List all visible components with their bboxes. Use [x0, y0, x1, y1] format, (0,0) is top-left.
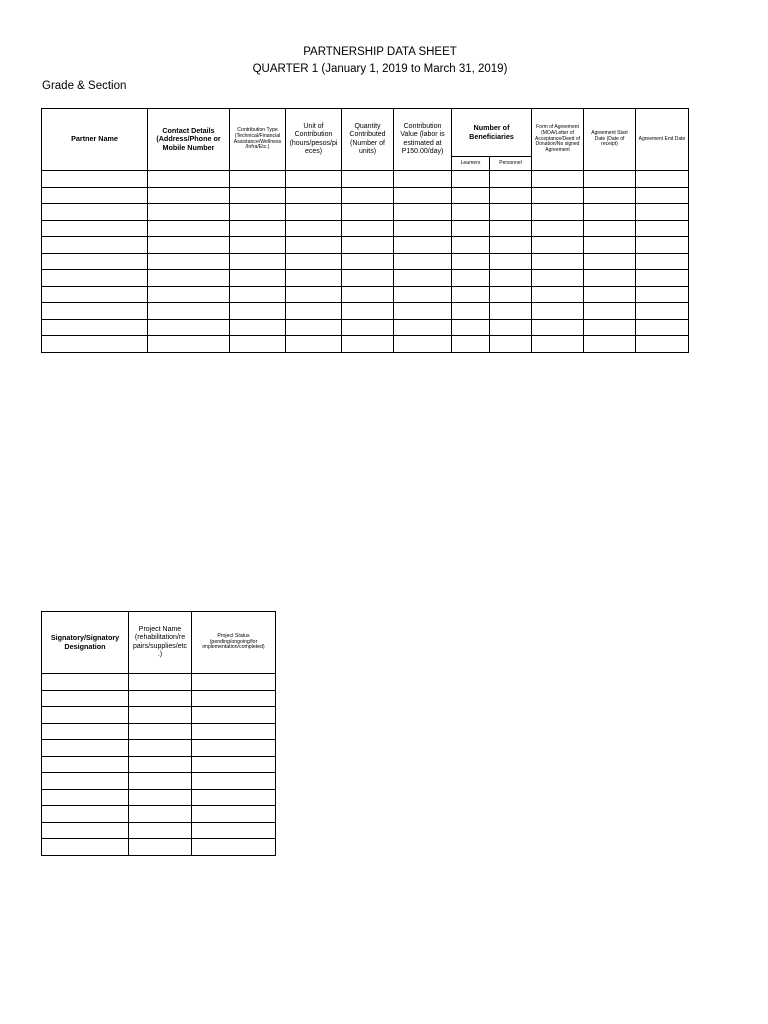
table-cell[interactable]	[230, 270, 286, 287]
table-row	[42, 171, 689, 188]
table-cell[interactable]	[192, 806, 276, 823]
table-cell[interactable]	[532, 187, 584, 204]
col-learners: Learners	[452, 157, 490, 171]
table-cell[interactable]	[584, 220, 636, 237]
table-row	[42, 740, 276, 757]
table-cell[interactable]	[394, 187, 452, 204]
table-cell[interactable]	[394, 171, 452, 188]
table-cell[interactable]	[286, 237, 342, 254]
table-cell[interactable]	[584, 319, 636, 336]
table-cell[interactable]	[286, 270, 342, 287]
table-cell[interactable]	[636, 286, 689, 303]
table-cell[interactable]	[452, 270, 490, 287]
table-cell[interactable]	[192, 839, 276, 856]
table-cell[interactable]	[490, 319, 532, 336]
table-row	[42, 336, 689, 353]
table-cell[interactable]	[42, 286, 148, 303]
table-cell[interactable]	[129, 839, 192, 856]
table-cell[interactable]	[490, 187, 532, 204]
table-cell[interactable]	[286, 220, 342, 237]
table-cell[interactable]	[452, 303, 490, 320]
table-cell[interactable]	[342, 286, 394, 303]
table-cell[interactable]	[129, 740, 192, 757]
table-cell[interactable]	[636, 204, 689, 221]
table-cell[interactable]	[532, 270, 584, 287]
col-agreement-end: Agreement End Date	[636, 109, 689, 171]
table-row	[42, 773, 276, 790]
table-cell[interactable]	[490, 286, 532, 303]
table-cell[interactable]	[532, 204, 584, 221]
table-cell[interactable]	[452, 286, 490, 303]
table-cell[interactable]	[230, 253, 286, 270]
table-cell[interactable]	[148, 270, 230, 287]
table-row	[42, 756, 276, 773]
table-cell[interactable]	[452, 319, 490, 336]
table-cell[interactable]	[394, 237, 452, 254]
table-cell[interactable]	[452, 171, 490, 188]
table-cell[interactable]	[230, 237, 286, 254]
table-cell[interactable]	[42, 723, 129, 740]
table-cell[interactable]	[394, 303, 452, 320]
table-cell[interactable]	[584, 303, 636, 320]
table-cell[interactable]	[286, 303, 342, 320]
table-cell[interactable]	[342, 171, 394, 188]
table-cell[interactable]	[42, 187, 148, 204]
col-form-of-agreement: Form of Agreement (MOA/Letter of Acceptance/Deed of Donation/No signed Agreement	[532, 109, 584, 171]
table-cell[interactable]	[148, 204, 230, 221]
grade-section-label: Grade & Section	[42, 80, 127, 92]
signatory-table	[41, 611, 276, 856]
table-cell[interactable]	[230, 336, 286, 353]
table-cell[interactable]	[42, 674, 129, 691]
table-cell[interactable]	[636, 270, 689, 287]
table-cell[interactable]	[192, 773, 276, 790]
table-cell[interactable]	[394, 286, 452, 303]
table-cell[interactable]	[192, 822, 276, 839]
table-cell[interactable]	[42, 319, 148, 336]
table-cell[interactable]	[230, 171, 286, 188]
col-project-status: Project Status (pending/ongoing/for implementation/completed)	[192, 612, 276, 674]
table-cell[interactable]	[584, 187, 636, 204]
table-cell[interactable]	[42, 789, 129, 806]
table-cell[interactable]	[192, 723, 276, 740]
table-cell[interactable]	[532, 319, 584, 336]
table-row	[42, 839, 276, 856]
table-cell[interactable]	[148, 286, 230, 303]
table-cell[interactable]	[286, 336, 342, 353]
table-cell[interactable]	[129, 756, 192, 773]
table-cell[interactable]	[394, 270, 452, 287]
table-row	[42, 806, 276, 823]
table-row	[42, 690, 276, 707]
table-cell[interactable]	[490, 237, 532, 254]
table-row	[42, 237, 689, 254]
table-row	[42, 674, 276, 691]
col-unit-of-contribution: Unit of Contribution (hours/pesos/pi eces)	[286, 109, 342, 171]
table-cell[interactable]	[452, 220, 490, 237]
table-cell[interactable]	[42, 253, 148, 270]
table-cell[interactable]	[532, 237, 584, 254]
table-cell[interactable]	[342, 319, 394, 336]
table-cell[interactable]	[636, 319, 689, 336]
col-personnel: Personnel	[490, 157, 532, 171]
partnership-table	[41, 108, 689, 353]
table-cell[interactable]	[342, 270, 394, 287]
table-cell[interactable]	[636, 187, 689, 204]
table-cell[interactable]	[129, 806, 192, 823]
table-cell[interactable]	[129, 690, 192, 707]
table-cell[interactable]	[129, 674, 192, 691]
table-cell[interactable]	[192, 756, 276, 773]
table-cell[interactable]	[636, 220, 689, 237]
table-row	[42, 723, 276, 740]
table-cell[interactable]	[129, 707, 192, 724]
table-cell[interactable]	[490, 204, 532, 221]
table-cell[interactable]	[286, 286, 342, 303]
table-cell[interactable]	[148, 237, 230, 254]
table-cell[interactable]	[532, 171, 584, 188]
table-cell[interactable]	[42, 822, 129, 839]
table-cell[interactable]	[394, 220, 452, 237]
col-number-of-beneficiaries: Number of Beneficiaries	[452, 109, 532, 157]
table-cell[interactable]	[394, 204, 452, 221]
table-cell[interactable]	[148, 171, 230, 188]
col-agreement-start: Agreement Start Date (Date of receipt)	[584, 109, 636, 171]
table-cell[interactable]	[42, 336, 148, 353]
table-cell[interactable]	[394, 319, 452, 336]
col-contact-details: Contact Details (Address/Phone or Mobile Number	[148, 109, 230, 171]
table-row	[42, 187, 689, 204]
table-cell[interactable]	[129, 789, 192, 806]
table-row	[42, 319, 689, 336]
table-cell[interactable]	[148, 303, 230, 320]
table-cell[interactable]	[192, 740, 276, 757]
table-cell[interactable]	[129, 723, 192, 740]
table-cell[interactable]	[230, 204, 286, 221]
table-cell[interactable]	[148, 336, 230, 353]
table-cell[interactable]	[342, 220, 394, 237]
table-cell[interactable]	[42, 740, 129, 757]
table-cell[interactable]	[584, 270, 636, 287]
table-cell[interactable]	[129, 773, 192, 790]
table-cell[interactable]	[532, 303, 584, 320]
table-row	[42, 253, 689, 270]
table-cell[interactable]	[452, 336, 490, 353]
col-contribution-value: Contribution Value (labor is estimated at P150.00/day)	[394, 109, 452, 171]
col-quantity-contributed: Quantity Contributed (Number of units)	[342, 109, 394, 171]
table-row	[42, 303, 689, 320]
table-cell[interactable]	[42, 839, 129, 856]
col-partner-name: Partner Name	[42, 109, 148, 171]
table-cell[interactable]	[42, 220, 148, 237]
table-cell[interactable]	[230, 303, 286, 320]
table-cell[interactable]	[286, 253, 342, 270]
table-cell[interactable]	[490, 303, 532, 320]
table-cell[interactable]	[452, 187, 490, 204]
table-cell[interactable]	[342, 336, 394, 353]
table-cell[interactable]	[148, 253, 230, 270]
table-cell[interactable]	[584, 171, 636, 188]
table-cell[interactable]	[42, 270, 148, 287]
table-cell[interactable]	[342, 187, 394, 204]
table-cell[interactable]	[584, 286, 636, 303]
table-cell[interactable]	[192, 789, 276, 806]
table-row	[42, 707, 276, 724]
table-cell[interactable]	[342, 303, 394, 320]
table-cell[interactable]	[584, 204, 636, 221]
table-cell[interactable]	[148, 187, 230, 204]
table-cell[interactable]	[342, 204, 394, 221]
table-cell[interactable]	[42, 756, 129, 773]
table-cell[interactable]	[342, 237, 394, 254]
table-cell[interactable]	[532, 286, 584, 303]
table-cell[interactable]	[42, 773, 129, 790]
table-cell[interactable]	[394, 253, 452, 270]
table-cell[interactable]	[148, 319, 230, 336]
table-cell[interactable]	[636, 171, 689, 188]
table-cell[interactable]	[230, 286, 286, 303]
table-cell[interactable]	[584, 253, 636, 270]
table-cell[interactable]	[42, 690, 129, 707]
table-cell[interactable]	[490, 270, 532, 287]
table-cell[interactable]	[490, 220, 532, 237]
table-cell[interactable]	[452, 204, 490, 221]
table-cell[interactable]	[532, 336, 584, 353]
table-row	[42, 270, 689, 287]
table-cell[interactable]	[532, 253, 584, 270]
table-cell[interactable]	[584, 336, 636, 353]
table-cell[interactable]	[636, 336, 689, 353]
table-cell[interactable]	[452, 253, 490, 270]
table-row	[42, 286, 689, 303]
table-row	[42, 204, 689, 221]
table-cell[interactable]	[636, 303, 689, 320]
table-cell[interactable]	[192, 674, 276, 691]
table-cell[interactable]	[42, 237, 148, 254]
sheet-subtitle: QUARTER 1 (January 1, 2019 to March 31, 2019)	[252, 63, 508, 75]
table-cell[interactable]	[286, 319, 342, 336]
table-cell[interactable]	[230, 319, 286, 336]
table-cell[interactable]	[636, 237, 689, 254]
table-cell[interactable]	[394, 336, 452, 353]
sheet-title: PARTNERSHIP DATA SHEET	[303, 46, 457, 58]
table-cell[interactable]	[490, 171, 532, 188]
table-cell[interactable]	[342, 253, 394, 270]
table-cell[interactable]	[452, 237, 490, 254]
table-cell[interactable]	[148, 220, 230, 237]
table-cell[interactable]	[584, 237, 636, 254]
table-cell[interactable]	[286, 204, 342, 221]
table-cell[interactable]	[42, 707, 129, 724]
table-cell[interactable]	[42, 204, 148, 221]
table-cell[interactable]	[286, 187, 342, 204]
col-signatory: Signatory/Signatory Designation	[42, 612, 129, 674]
table-cell[interactable]	[42, 303, 148, 320]
table-cell[interactable]	[129, 822, 192, 839]
table-cell[interactable]	[192, 707, 276, 724]
table-cell[interactable]	[42, 806, 129, 823]
table-row	[42, 822, 276, 839]
table-cell[interactable]	[490, 336, 532, 353]
table-cell[interactable]	[42, 171, 148, 188]
table-cell[interactable]	[286, 171, 342, 188]
table-cell[interactable]	[192, 690, 276, 707]
table-cell[interactable]	[490, 253, 532, 270]
col-project-name: Project Name (rehabilitation/re pairs/supplies/etc .)	[129, 612, 192, 674]
table-row	[42, 789, 276, 806]
table-cell[interactable]	[230, 187, 286, 204]
table-cell[interactable]	[230, 220, 286, 237]
table-cell[interactable]	[532, 220, 584, 237]
table-cell[interactable]	[636, 253, 689, 270]
table-row	[42, 220, 689, 237]
col-contribution-type: Contribution Type (Technical/Financial Assistance/Wellness /Infra/Etc.)	[230, 109, 286, 171]
